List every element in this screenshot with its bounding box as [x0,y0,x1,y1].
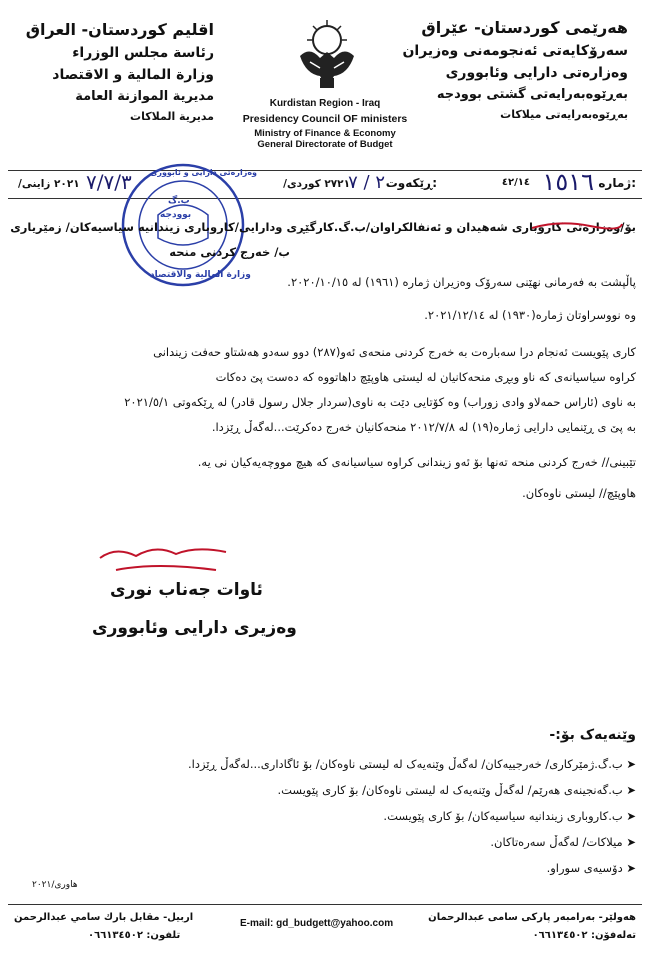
signatory-name: ئاوات جەناب نوری [110,580,263,600]
header-en-directorate: General Directorate of Budget [257,139,393,150]
header-en-region: Kurdistan Region - Iraq [269,98,381,109]
copy-item [547,861,636,875]
copy-item-text: میلاکات/ لەگەڵ سەرەتاکان. [490,835,623,849]
ref-date-handwritten-left: ٧/٧/٣ [86,170,132,194]
header-ku-department: بەڕێوەبەرایەتی میلاکات [500,108,628,121]
note-line: تێبینی// خەرج کردنی منحە تەنها بۆ ئەو زیندانی کراوە سیاسیانەی کە هیچ مووچەیەکیان نی یە. [197,455,636,469]
arrow-bullet-icon: ➤ [626,835,636,849]
header-ku-council: سەرۆکایەتی ئەنجومەنی وەزیران [402,43,628,59]
footer-kurdish-phone: تەلەفۆن: ٠٦٦١٣٤٥٠٢ [532,930,636,941]
paragraph-line-1: کاری پێویست ئەنجام درا سەبارەت بە خەرج کردنی منحەی ئەو(٢٨٧) دوو سەدو هەشتاو حەفت زیندانی [153,345,636,359]
stamp-bottom-text: وزارة المالية والاقتصاد [150,270,251,280]
footer-kurdish-address: هەولێر- بەرامبەر پارکی سامی عبدالرحمان [428,912,636,923]
header-english [230,98,420,150]
copy-item [188,757,636,771]
ref-date-handwritten: ٢ / ٧ [348,172,385,193]
header-ku-ministry: وەزارەتی دارایی وئابووری [445,65,628,81]
stamp-top-text: وەزارەتی دارایی و ئابووری [150,168,258,177]
paragraph-line-4: بە پێ ی ڕێنمایی دارایی ژمارە(١٩) لە ٢٠١٢/٧/٨ منحەکانیان خەرج دەکرێت...لەگەڵ ڕێزدا. [211,420,636,434]
arrow-bullet-icon: ➤ [626,809,636,823]
initials-date: هاوری/٢٠٢١ [32,880,78,890]
header-en-ministry: Ministry of Finance & Economy [254,128,396,139]
ref-number-label: ژمارە: [598,176,636,190]
reference-1: پاڵپشت بە فەرمانی نهێنی سەرۆک وەزیران ژمارە (١٩٦١) لە ٢٠٢٠/١٠/١٥. [287,275,636,289]
header-ar-council: رئاسة مجلس الوزراء [72,45,214,61]
footer-divider [8,904,642,905]
ref-date-label: ڕێکەوت: [385,176,437,190]
addressee-line: بۆ/وەزارەتی کاروباری شەهیدان و ئەنفالکراوان/ب.گ.کارگێڕی ودارایی/کاروباری زیندانیە سیاسیەکان/ زمێریاری [10,220,636,234]
header-en-council: Presidency Council OF ministers [242,113,408,125]
footer-arabic-address: اربيل- مقابل بارك سامي عبدالرحمن [14,912,194,923]
subject-line: ب/ خەرج کردنی منحە [169,245,290,259]
copy-item [490,835,636,849]
arrow-bullet-icon: ➤ [626,783,636,797]
copy-item [383,809,636,823]
footer-email: E-mail: gd_budgett@yahoo.com [240,918,394,929]
header-ku-directorate: بەڕێوەبەرایەتی گشتی بوودجە [436,87,628,102]
ref-number-handwritten: ١٥١٦ [542,168,594,196]
ref-date-kurdi: /٢٧٢١ كوردى [283,178,350,190]
arrow-bullet-icon: ➤ [626,861,636,875]
reference-2: وە نووسراوتان ژمارە(١٩٣٠) لە ٢٠٢١/١٢/١٤. [424,308,636,322]
ref-number-suffix: ٤٢/١٤ [501,177,530,188]
ref-date-zayini: /٢٠٢١ زاینی [18,178,80,190]
header-ar-department: مديرية الملاكات [130,110,214,123]
signatory-title: وەزیری دارایی وئابووری [92,618,297,638]
header-arabic [14,20,214,129]
paragraph-line-3: بە ناوی (ئاراس حمەلاو وادی زوراب) وە کۆتایی دێت بە ناوی(سردار جلال رسول قادر) لە ڕێکەوتی ٢٠٢١/٥/١ [124,395,636,409]
footer-arabic-phone: تلفون: ٠٦٦١٣٤٥٠٢ [88,930,181,941]
header-ar-ministry: وزارة المالية و الاقتصاد [52,67,214,83]
copy-item-text: دۆسیەی سوراو. [546,861,623,875]
header-ku-region: هەرێمی کوردستان- عێراق [421,18,628,37]
copy-item-text: ب.گەنجینەی هەرێم/ لەگەڵ وێنەیەک لە لیستی ناوەکان/ بۆ کاری پێویست. [277,783,623,797]
header-kurdish [398,18,628,127]
kurdistan-emblem-icon [290,16,364,96]
copy-item-text: ب.گ.ژمێرکاری/ خەرجییەکان/ لەگەڵ وێنەیەک لە لیستی ناوەکان/ بۆ ئاگاداری...لەگەڵ ڕێزدا. [187,757,623,771]
paragraph-line-2: کراوە سیاسیانەی کە ناو وبڕی منحەکانیان لە لیستی هاوپێچ داهاتووە کە دەست پێ دەکات [215,370,636,384]
red-ink-mark [530,218,625,232]
header-divider-bottom [8,198,642,199]
copies-heading: وێنەیەک بۆ:- [549,727,636,743]
stamp-inner-line2: بوودجە [160,210,192,220]
arrow-bullet-icon: ➤ [626,757,636,771]
header-ar-directorate: مديرية الموازنة العامة [75,89,214,104]
attachment-line: هاوپێچ// لیستی ناوەکان. [522,486,636,500]
copy-item-text: ب.کاروباری زیندانیە سیاسیەکان/ بۆ کاری پێویست. [383,809,623,823]
header-ar-region: اقليم كوردستان- العراق [25,20,214,39]
copy-item [277,783,636,797]
stamp-inner-line1: ب.گ [168,196,190,206]
